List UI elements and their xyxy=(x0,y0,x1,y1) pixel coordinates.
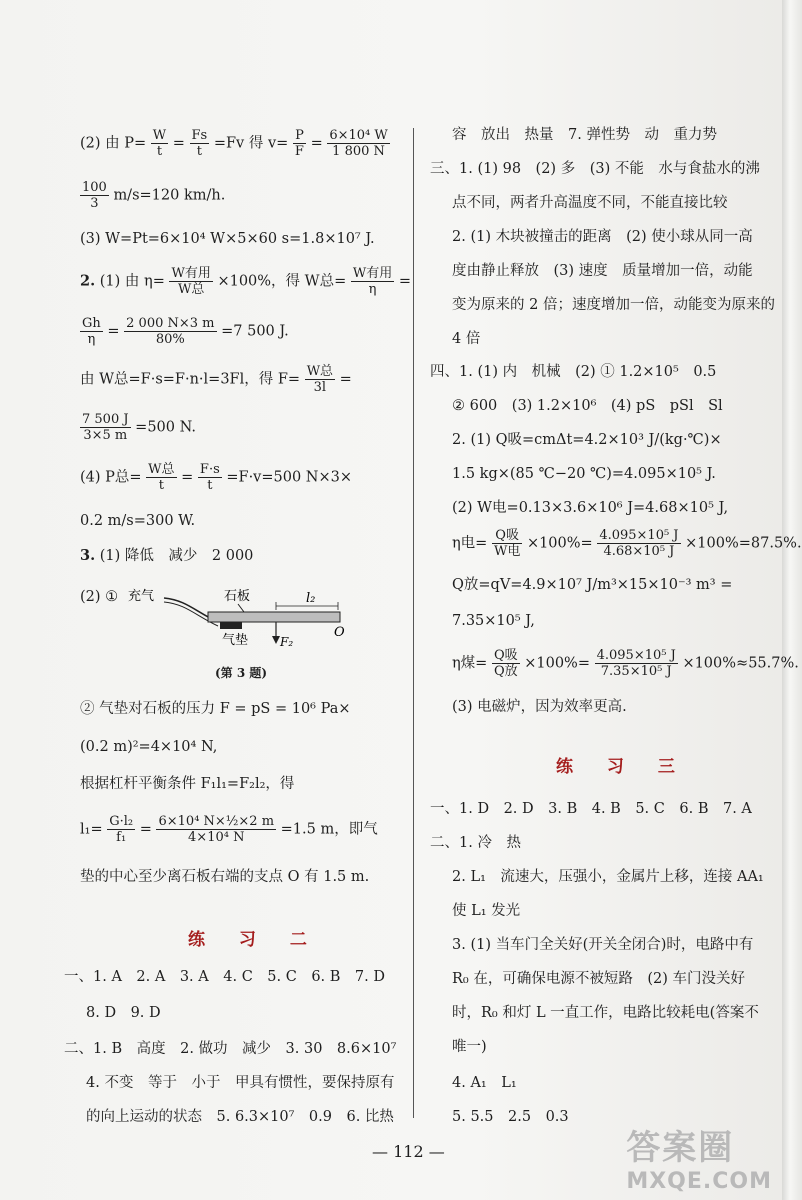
right-line-8: 四、1. (1) 内 机械 (2) ① 1.2×10⁵ 0.5 xyxy=(430,364,717,380)
cushion-label: 气垫 xyxy=(222,633,249,648)
text: = xyxy=(398,273,411,290)
left-line-s1a: 一、1. A 2. A 3. A 4. C 5. C 6. B 7. D xyxy=(64,969,385,985)
text: η电= xyxy=(452,535,488,552)
text: m/s=120 km/h. xyxy=(113,187,226,204)
fraction: $\frac{\text{6×10⁴ W}}{1 800 N}$ xyxy=(329,128,388,159)
stone-slab xyxy=(208,612,340,622)
slab-label: 石板 xyxy=(224,589,251,604)
left-line-s2b: 4. 不变 等于 小于 甲具有惯性，要保持原有 xyxy=(86,1075,395,1091)
left-line-16: 垫的中心至少离石板右端的支点 O 有 1.5 m. xyxy=(80,869,370,885)
watermark xyxy=(626,1120,772,1194)
slab-pointer xyxy=(238,604,244,612)
right-line-1: 容 放出 热量 7. 弹性势 动 重力势 xyxy=(452,127,717,143)
right-line-5: 度由静止释放 (3) 速度 质量增加一倍，动能 xyxy=(452,263,753,279)
right-line-18: 一、1. D 2. D 3. B 4. B 5. C 6. B 7. A xyxy=(430,801,752,817)
text: =7 500 J. xyxy=(221,323,289,340)
left-line-10 xyxy=(80,547,253,565)
text: = xyxy=(181,469,194,486)
left-line-s2a: 二、1. B 高度 2. 做功 减少 3. 30 8.6×10⁷ xyxy=(64,1041,397,1057)
right-line-26: 4. A₁ L₁ xyxy=(452,1075,517,1091)
text: ×100%= xyxy=(524,655,590,672)
watermark-url: MXQE.COM xyxy=(626,1169,772,1194)
fraction: $\frac{\text{4.095×10⁵ J}}{\text{4.68×10⁵ J}}$ xyxy=(599,528,679,559)
lever-diagram xyxy=(126,578,366,654)
right-line-27: 5. 5.5 2.5 0.3 xyxy=(452,1109,569,1125)
text: = xyxy=(107,323,120,340)
left-line-1 xyxy=(80,128,390,159)
text: =1.5 m，即气 xyxy=(280,821,378,838)
text: 由 W总=F·s=F·n·l=3Fl，得 F= xyxy=(80,371,301,388)
fraction: $\frac{Gh}{\eta}$ xyxy=(82,316,101,347)
left-line-3: (3) W=Pt=6×10⁴ W×5×60 s=1.8×10⁷ J. xyxy=(80,231,375,247)
right-line-15: 7.35×10⁵ J, xyxy=(452,613,535,629)
fraction: $\frac{\text{4.095×10⁵ J}}{\text{7.35×10⁵ J}}$ xyxy=(596,648,676,679)
left-line-13: (0.2 m)²=4×10⁴ N, xyxy=(80,739,218,755)
fraction: $\frac{\text{G·l₂}}{\text{f₁}}$ xyxy=(109,814,134,845)
text: l₁= xyxy=(80,821,103,838)
left-line-7 xyxy=(80,412,196,443)
left-line-9: 0.2 m/s=300 W. xyxy=(80,513,196,529)
text: η煤= xyxy=(452,655,488,672)
left-line-6 xyxy=(80,364,352,395)
question-number: 2. xyxy=(80,272,96,290)
figure-caption: (第 3 题) xyxy=(215,666,268,680)
fraction: $\frac{100}{3}$ xyxy=(82,180,107,211)
air-cushion xyxy=(220,622,242,629)
text: = xyxy=(172,135,185,152)
fraction: $\frac{\text{Q吸}}{\text{W电}}$ xyxy=(493,528,521,559)
text: ×100%=87.5%. xyxy=(685,535,802,552)
text: = xyxy=(339,371,352,388)
right-line-22: 3. (1) 当车门全关好(开关全闭合)时，电路中有 xyxy=(452,937,754,953)
fraction: $\frac{7 500 J}{3\times 5 m}$ xyxy=(82,412,129,443)
left-line-8 xyxy=(80,462,352,493)
right-line-13 xyxy=(452,528,802,559)
right-line-19: 二、1. 冷 热 xyxy=(430,835,521,851)
fraction: $\frac{\text{W总}}{3l}$ xyxy=(306,364,334,395)
right-line-25: 唯一) xyxy=(452,1039,487,1055)
left-line-2 xyxy=(80,180,225,211)
left-line-s1b: 8. D 9. D xyxy=(86,1005,161,1021)
left-line-14: 根据杠杆平衡条件 F₁l₁=F₂l₂，得 xyxy=(80,776,295,792)
right-line-21: 使 L₁ 发光 xyxy=(452,903,521,919)
text: =500 N. xyxy=(135,419,196,436)
text: =F·v=500 N×3× xyxy=(226,469,353,486)
right-line-9: ② 600 (3) 1.2×10⁶ (4) pS pSl Sl xyxy=(452,398,723,414)
inflate-label: 充气 xyxy=(128,589,155,604)
left-line-15 xyxy=(80,814,378,845)
fraction: $\frac{Fs}{t}$ xyxy=(191,128,208,159)
right-line-20: 2. L₁ 流速大，压强小，金属片上移，连接 AA₁ xyxy=(452,869,764,885)
text: (2) 由 P= xyxy=(80,135,147,152)
right-line-4: 2. (1) 木块被撞击的距离 (2) 使小球从同一高 xyxy=(452,229,753,245)
text: = xyxy=(139,821,152,838)
right-line-7: 4 倍 xyxy=(452,331,481,347)
right-line-12: (2) W电=0.13×3.6×10⁶ J=4.68×10⁵ J, xyxy=(452,500,729,516)
section-title-exercise-2: 练 习 二 xyxy=(188,930,321,950)
right-line-11: 1.5 kg×(85 ℃−20 ℃)=4.095×10⁵ J. xyxy=(452,466,716,482)
text: (1) 由 η= xyxy=(99,273,165,290)
right-line-3: 点不同，两者升高温度不同，不能直接比较 xyxy=(452,195,728,211)
text: ×100%≈55.7%. xyxy=(682,655,799,672)
fraction: $\frac{\text{W总}}{t}$ xyxy=(148,462,175,493)
left-line-s2c: 的向上运动的状态 5. 6.3×10⁷ 0.9 6. 比热 xyxy=(86,1109,394,1125)
fraction: $\frac{\text{W有用}}{\text{W总}}$ xyxy=(171,266,211,297)
text: (1) 降低 减少 2 000 xyxy=(99,548,254,564)
question-number: 3. xyxy=(80,547,96,564)
left-line-12: ② 气垫对石板的压力 F = pS = 10⁶ Pa× xyxy=(80,701,351,717)
right-line-10: 2. (1) Q吸=cmΔt=4.2×10³ J/(kg·℃)× xyxy=(452,432,722,448)
text: ×100%，得 W总= xyxy=(217,273,347,290)
page-number: — 112 — xyxy=(372,1142,445,1161)
fraction: $\frac{2 000 N\times 3 m}{80\%}$ xyxy=(126,316,215,347)
right-line-2: 三、1. (1) 98 (2) 多 (3) 不能 水与食盐水的沸 xyxy=(430,161,760,177)
f2-label: F₂ xyxy=(280,635,294,649)
fraction: $\frac{W}{t}$ xyxy=(152,128,167,159)
left-line-5 xyxy=(80,316,289,347)
fraction: $\frac{\text{W有用}}{\eta}$ xyxy=(352,266,393,297)
right-line-23: R₀ 在，可确保电源不被短路 (2) 车门没关好 xyxy=(452,971,745,987)
fraction: $\frac{F\cdot s}{t}$ xyxy=(199,462,220,493)
right-line-16 xyxy=(452,648,799,679)
right-line-14: Q放=qV=4.9×10⁷ J/m³×15×10⁻³ m³ = xyxy=(452,577,733,593)
right-line-17: (3) 电磁炉，因为效率更高. xyxy=(452,699,627,715)
left-line-4 xyxy=(80,266,411,297)
f2-arrowhead xyxy=(272,636,280,644)
section-title-exercise-3: 练 习 三 xyxy=(556,757,689,777)
text: (4) P总= xyxy=(80,469,142,486)
text: = xyxy=(310,135,323,152)
fraction: $\frac{\text{6×10⁴ N×½×2 m}}{\text{4×10⁴ N}}$ xyxy=(158,814,275,845)
l2-label: l₂ xyxy=(306,591,316,606)
page-edge xyxy=(782,0,802,1200)
right-line-24: 时，R₀ 和灯 L 一直工作，电路比较耗电(答案不 xyxy=(452,1005,759,1021)
text: ×100%= xyxy=(526,535,593,552)
text: =Fv 得 v= xyxy=(213,135,289,152)
left-line-11: (2) ① xyxy=(80,589,119,605)
fraction: $\frac{P}{F}$ xyxy=(294,128,304,159)
fraction: $\frac{\text{Q吸}}{\text{Q放}}$ xyxy=(493,648,518,679)
pivot-label: O xyxy=(334,625,345,640)
watermark-logo: 答案圈 xyxy=(626,1128,735,1168)
column-divider xyxy=(413,128,414,1118)
right-line-6: 变为原来的 2 倍；速度增加一倍，动能变为原来的 xyxy=(452,297,775,313)
